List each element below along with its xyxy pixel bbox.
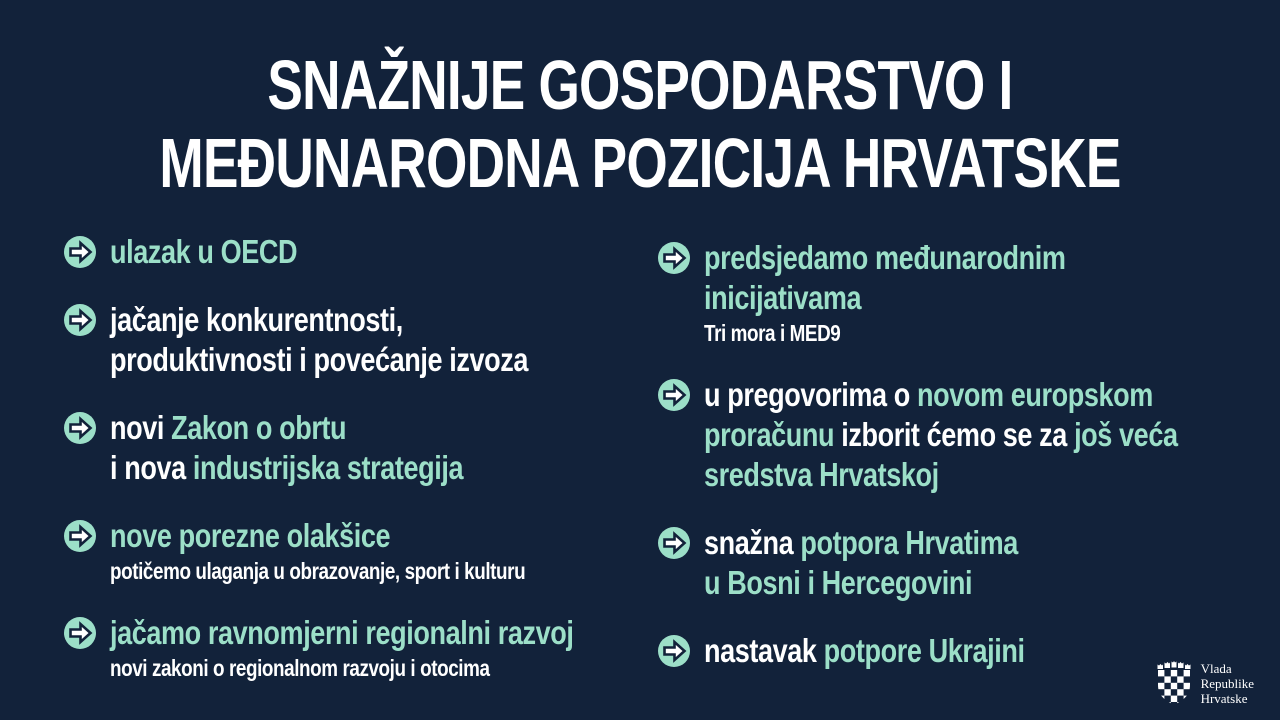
bullet-line [110, 300, 528, 340]
bullet-line [110, 516, 525, 556]
bullet-text [704, 238, 1145, 347]
slide-title-line1: SNAŽNIJE GOSPODARSTVO I [267, 46, 1013, 124]
bullet-line [110, 340, 528, 380]
bullet-text-segment: Zakon o obrtu [171, 409, 347, 446]
bullet-line [110, 613, 574, 653]
bullet-text-segment: novom europskom [916, 376, 1153, 413]
arrow-right-circle-icon [658, 635, 690, 667]
bullet-line [110, 232, 297, 272]
bullet-subtext: Tri mora i MED9 [704, 320, 841, 346]
bullet-text-segment: još veća [1074, 416, 1178, 453]
bullet-text-segment: jačamo ravnomjerni regionalni razvoj [110, 614, 574, 651]
bullet-line [704, 455, 1175, 495]
arrow-right-circle-icon [64, 412, 96, 444]
bullet-text-segment: jačanje konkurentnosti, [110, 301, 403, 338]
bullet-line [704, 523, 1018, 563]
government-logo-text [1201, 661, 1254, 706]
bullet-text [110, 300, 620, 380]
bullet-text-segment: novi [110, 409, 172, 446]
slide-title-line2: MEĐUNARODNA POZICIJA HRVATSKE [159, 124, 1121, 202]
bullet-text-segment: nove porezne olakšice [110, 517, 391, 554]
bullet-text-segment: i nova [110, 449, 193, 486]
bullet-item [64, 232, 664, 272]
bullet-item [64, 408, 664, 488]
bullet-line [704, 278, 1066, 318]
bullet-text-segment: u pregovorima o [704, 376, 917, 413]
bullet-text-segment: u Bosni i Hercegovini [704, 564, 973, 601]
government-logo [1156, 660, 1254, 706]
bullet-text-segment: inicijativama [704, 279, 862, 316]
bullet-text-segment: produktivnosti i povećanje izvoza [110, 341, 529, 378]
bullet-item [64, 516, 664, 585]
bullet-line [704, 415, 1178, 455]
bullet-text-segment: potpora Hrvatima [800, 524, 1018, 561]
bullet-line [110, 448, 463, 488]
bullet-line [704, 238, 1066, 278]
arrow-right-circle-icon [64, 617, 96, 649]
bullet-line [704, 563, 1018, 603]
bullet-text [704, 523, 1087, 603]
logo-text-line3: Hrvatske [1200, 690, 1248, 706]
bullet-text-segment: ulazak u OECD [110, 233, 298, 270]
bullet-subtext: novi zakoni o regionalnom razvoju i otocima [110, 655, 490, 681]
bullet-text-segment: sredstva Hrvatskoj [704, 456, 939, 493]
logo-text-line2: Republike [1200, 675, 1254, 691]
bullet-line [704, 375, 1175, 415]
bullet-subtext: potičemo ulaganja u obrazovanje, sport i kulturu [110, 558, 526, 584]
bullet-line [704, 631, 1025, 671]
bullet-text-segment: predsjedamo međunarodnim [704, 239, 1066, 276]
bullet-line [110, 408, 463, 448]
bullet-text [704, 375, 1278, 495]
bullet-item [658, 238, 1278, 347]
bullet-text-segment: izborit ćemo se za [841, 416, 1075, 453]
slide-title [0, 46, 1280, 202]
bullet-text-segment: snažna [704, 524, 801, 561]
bullet-text [110, 232, 338, 272]
bullet-item [64, 613, 664, 682]
croatian-coat-of-arms-icon [1156, 660, 1192, 706]
bullet-text [704, 631, 1095, 671]
arrow-right-circle-icon [658, 527, 690, 559]
arrow-right-circle-icon [64, 304, 96, 336]
arrow-right-circle-icon [658, 242, 690, 274]
bullet-item [64, 300, 664, 380]
bullet-item [658, 523, 1278, 603]
logo-text-line1: Vlada [1200, 660, 1232, 676]
bullet-text [110, 516, 616, 585]
bullet-text-segment: proračunu [704, 416, 842, 453]
bullet-text-segment: potpore Ukrajini [823, 632, 1025, 669]
bullet-column-left [64, 232, 664, 710]
bullet-text [110, 408, 541, 488]
bullet-text-segment: industrijska strategija [192, 449, 464, 486]
arrow-right-circle-icon [64, 236, 96, 268]
bullet-text-segment: nastavak [704, 632, 824, 669]
bullet-text [110, 613, 664, 682]
arrow-right-circle-icon [64, 520, 96, 552]
bullet-column-right [658, 238, 1278, 699]
arrow-right-circle-icon [658, 379, 690, 411]
bullet-item [658, 375, 1278, 495]
